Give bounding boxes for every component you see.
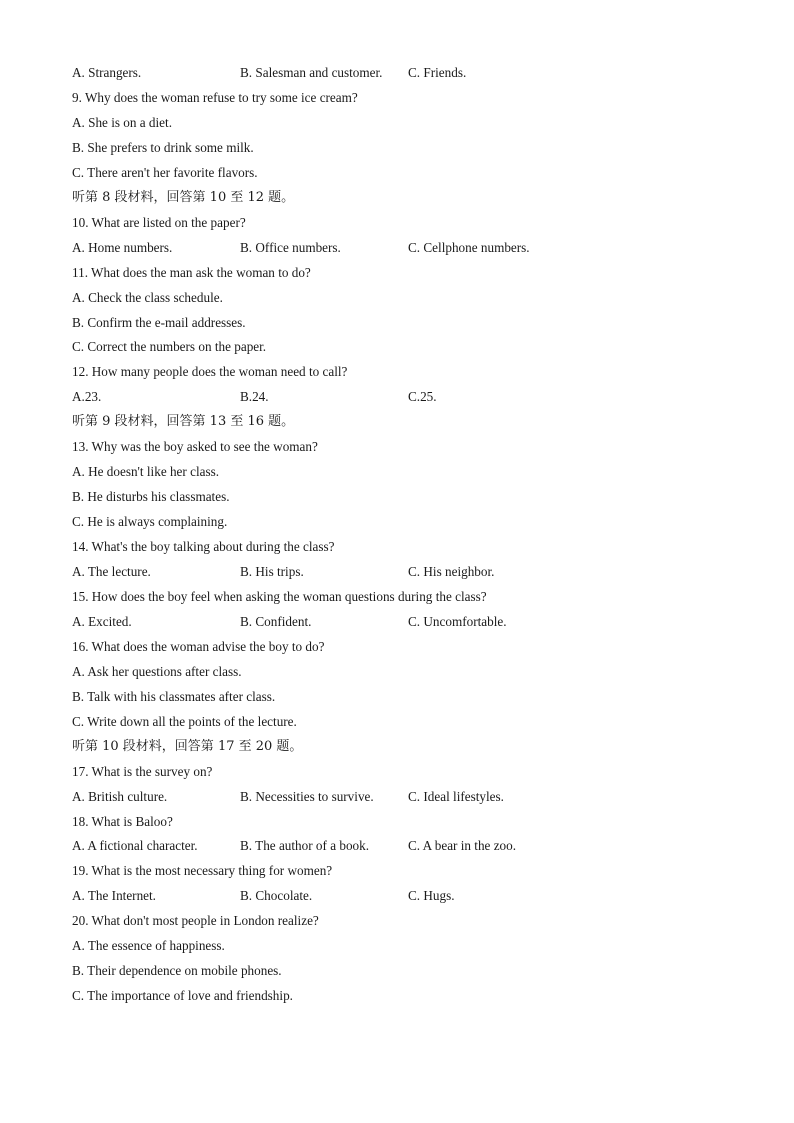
answer-option: B. She prefers to drink some milk. xyxy=(72,139,254,155)
section-instruction: 听第 10 段材料，回答第 17 至 20 题。 xyxy=(72,738,303,754)
answer-option-a: A. Home numbers. xyxy=(72,239,173,255)
question-text: 17. What is the survey on? xyxy=(72,763,213,779)
answer-option: C. There aren't her favorite flavors. xyxy=(72,164,258,180)
question-text: 9. Why does the woman refuse to try some ice cream? xyxy=(72,89,358,105)
section-instruction: 听第 9 段材料，回答第 13 至 16 题。 xyxy=(72,414,295,430)
question-text: 11. What does the man ask the woman to do? xyxy=(72,264,311,280)
answer-option-b: B. His trips. xyxy=(240,564,304,579)
question-text: 13. Why was the boy asked to see the woman? xyxy=(72,439,318,455)
answer-option-a: A. British culture. xyxy=(72,788,168,804)
answer-option-a: A. A fictional character. xyxy=(72,838,198,854)
answer-option-c: C. A bear in the zoo. xyxy=(408,838,517,854)
answer-option-b: B. Necessities to survive. xyxy=(240,788,374,804)
answer-option-a: A. The lecture. xyxy=(72,564,151,579)
question-text: 10. What are listed on the paper? xyxy=(72,214,246,230)
question-text: 15. How does the boy feel when asking the woman questions during the class? xyxy=(72,588,487,604)
answer-option-c: C. Hugs. xyxy=(408,888,455,904)
answer-option: A. Ask her questions after class. xyxy=(72,663,242,679)
question-text: 19. What is the most necessary thing for women? xyxy=(72,863,333,879)
section-instruction: 听第 8 段材料，回答第 10 至 12 题。 xyxy=(72,189,295,205)
answer-option-b: B. Office numbers. xyxy=(240,239,341,255)
question-text: 18. What is Baloo? xyxy=(72,813,173,829)
answer-option: B. Their dependence on mobile phones. xyxy=(72,963,282,979)
question-text: 16. What does the woman advise the boy to do? xyxy=(72,638,325,654)
answer-option: B. Confirm the e-mail addresses. xyxy=(72,314,246,330)
answer-option: C. He is always complaining. xyxy=(72,514,228,530)
answer-option-b: B. Chocolate. xyxy=(240,888,313,904)
answer-option: C. Write down all the points of the lecture. xyxy=(72,713,297,729)
answer-option-b: B. The author of a book. xyxy=(240,838,370,854)
answer-option: C. The importance of love and friendship. xyxy=(72,988,293,1004)
answer-option-a: A.23. xyxy=(72,389,102,405)
question-text: 12. How many people does the woman need to call? xyxy=(72,364,348,380)
answer-option: A. Check the class schedule. xyxy=(72,289,223,305)
answer-option-c: C.25. xyxy=(408,389,437,405)
answer-option-c: C. His neighbor. xyxy=(408,564,495,579)
answer-option-b: B.24. xyxy=(240,389,269,405)
answer-option-a: A. Strangers. xyxy=(72,65,142,80)
question-text: 20. What don't most people in London realize? xyxy=(72,913,319,929)
answer-option-a: A. The Internet. xyxy=(72,888,156,904)
answer-option-c: C. Cellphone numbers. xyxy=(408,239,530,255)
answer-option-c: C. Ideal lifestyles. xyxy=(408,788,504,804)
answer-option: A. She is on a diet. xyxy=(72,114,172,130)
answer-option: A. The essence of happiness. xyxy=(72,938,225,954)
answer-option-b: B. Confident. xyxy=(240,613,312,629)
answer-option-a: A. Excited. xyxy=(72,613,132,629)
answer-option-c: C. Uncomfortable. xyxy=(408,613,507,629)
answer-option: B. Talk with his classmates after class. xyxy=(72,688,276,704)
question-text: 14. What's the boy talking about during the class? xyxy=(72,539,335,555)
answer-option: C. Correct the numbers on the paper. xyxy=(72,339,267,355)
answer-option-c: C. Friends. xyxy=(408,65,467,80)
answer-option-b: B. Salesman and customer. xyxy=(240,65,383,80)
answer-option: B. He disturbs his classmates. xyxy=(72,489,230,505)
answer-option: A. He doesn't like her class. xyxy=(72,464,220,480)
